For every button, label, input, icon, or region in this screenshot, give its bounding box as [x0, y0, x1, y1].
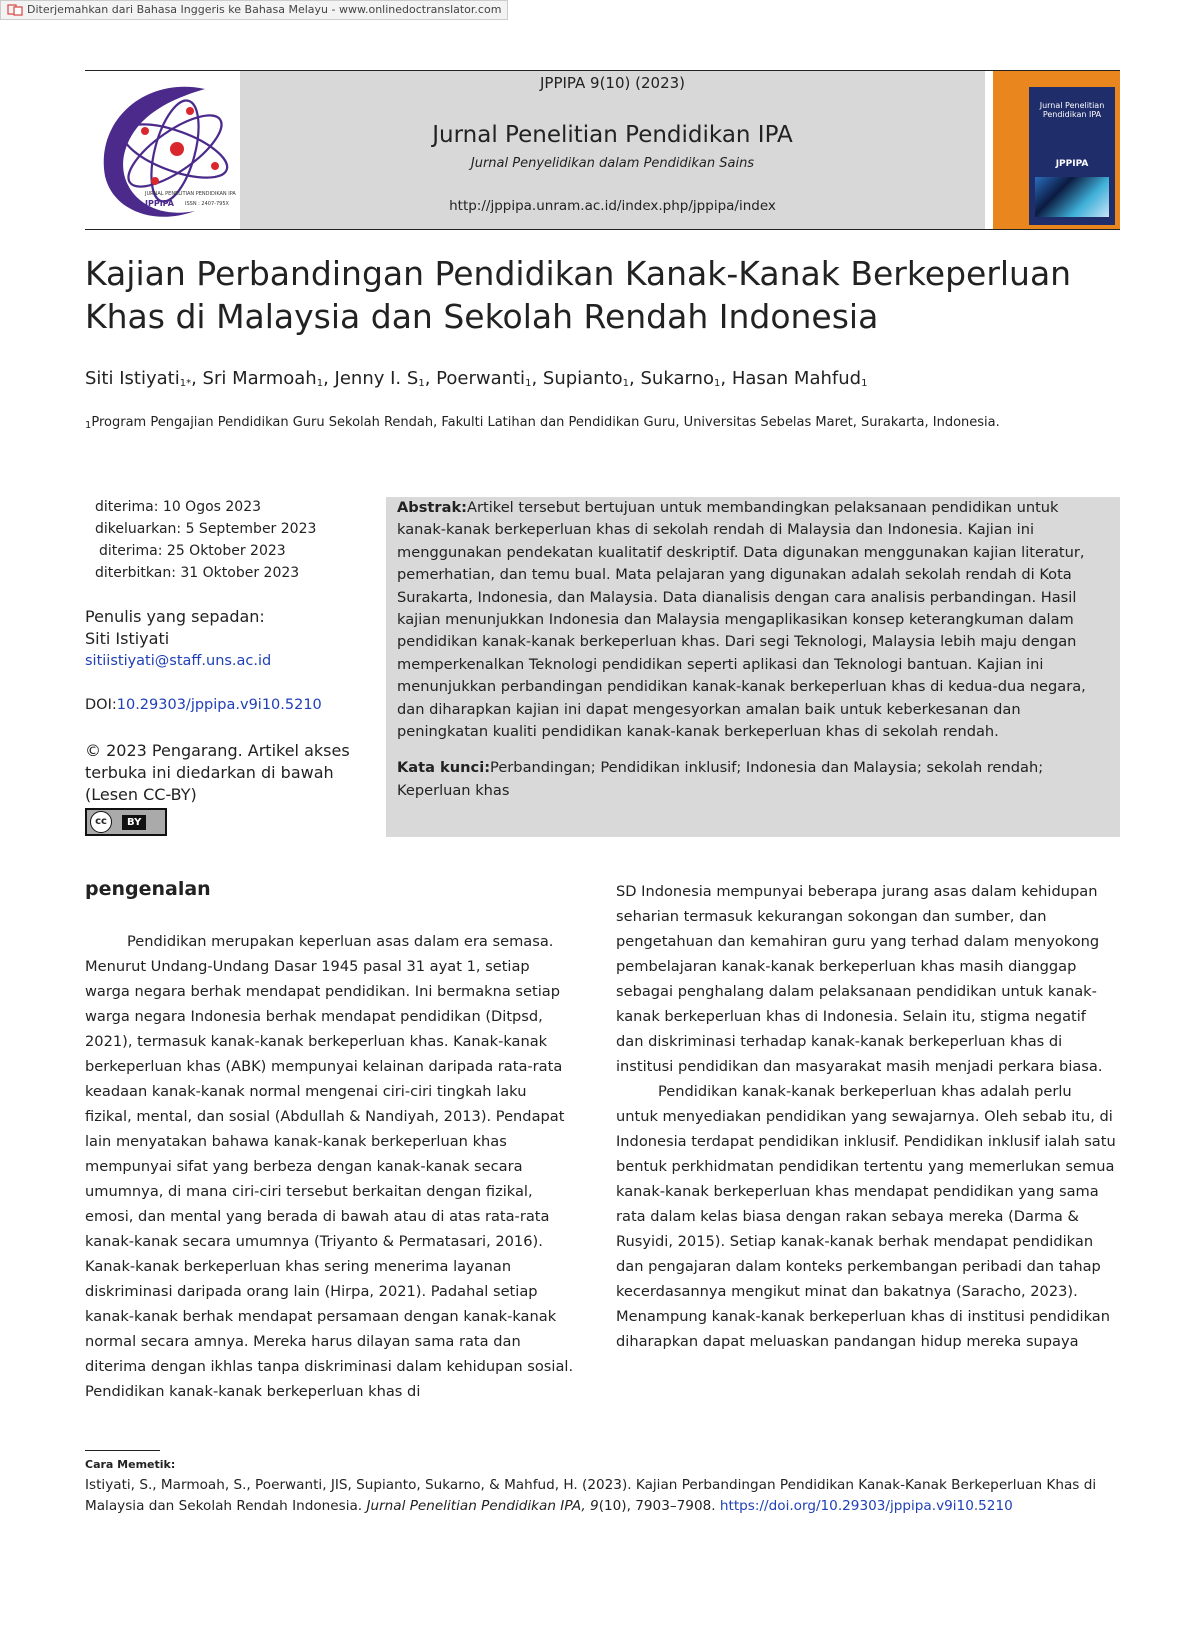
doi-label: DOI: [85, 697, 117, 713]
citation-pages: (10), 7903–7908. [598, 1498, 716, 1514]
published-date: diterbitkan: 31 Oktober 2023 [95, 565, 300, 581]
title-line-2: Khas di Malaysia dan Sekolah Rendah Indonesia [85, 297, 879, 336]
author: Sukarno$_1$ [640, 368, 721, 389]
author-list: Siti Istiyati$_{1*}$, Sri Marmoah$_1$, Jenny I. $S_1$, Poerwanti$_1$, Supianto$_1$, Sukarno$_1$, Hasan Mahfud$_1$ [85, 368, 868, 389]
author: Siti Istiyati$_{1*}$ [85, 368, 192, 389]
citation-volume: 9 [590, 1498, 599, 1514]
cover-image [1035, 177, 1109, 217]
corresponding-name: Siti Istiyati [85, 629, 170, 648]
license-line-3: (Lesen CC-BY) [85, 785, 197, 804]
cover-panel [1029, 87, 1115, 225]
journal-volume: JPPIPA 9(10) (2023) [539, 74, 686, 92]
journal-name: Jurnal Penelitian Pendidikan IPA [432, 122, 793, 148]
abstract-label: Abstrak: [397, 499, 467, 516]
author: Supianto$_1$ [542, 368, 630, 389]
journal-logo [85, 71, 240, 229]
corresponding-email-link[interactable]: sitiistiyati@staff.uns.ac.id [85, 653, 272, 669]
doi-line [85, 697, 322, 713]
logo-brand: JPPIPA [145, 199, 174, 208]
author: Sri Marmoah$_1$ [202, 368, 324, 389]
article-title [85, 252, 1125, 338]
author: Hasan Mahfud$_1$ [731, 368, 868, 389]
logo-issn: ISSN : 2407-795X [185, 201, 229, 207]
accepted-date: diterima: 25 Oktober 2023 [99, 543, 286, 559]
author: Poerwanti$_1$ [436, 368, 532, 389]
doi-link[interactable]: 10.29303/jppipa.v9i10.5210 [116, 697, 322, 713]
keywords-text: Perbandingan; Pendidikan inklusif; Indonesia dan Malaysia; sekolah rendah; Keperluan khas [397, 759, 1044, 799]
logo-caption: JURNAL PENELITIAN PENDIDIKAN IPA [145, 191, 236, 197]
affiliation: $_1$Program Pengajian Pendidikan Guru Sekolah Rendah, Fakulti Latihan dan Pendidikan Guru, Universitas Sebelas Maret, Surakarta, Indonesia. [85, 415, 1000, 431]
translator-banner[interactable] [0, 0, 508, 20]
cc-by-badge[interactable] [85, 808, 167, 836]
right-column [616, 879, 1116, 1354]
journal-subtitle: Jurnal Penyelidikan dalam Pendidikan Sains [470, 156, 755, 171]
cover-title: Jurnal Penelitian Pendidikan IPA [1039, 101, 1105, 119]
body-paragraph: SD Indonesia mempunyai beberapa jurang asas dalam kehidupan seharian termasuk kekurangan sokongan dan sumber, dan pengetahuan dan kemahiran guru yang terhad dalam menyokong pembelajaran kanak-kanak berkeperluan khas masih dianggap sebagai penghalang dalam pelaksanaan pendidikan untuk kanak-kanak berkeperluan khas di Indonesia. Selain itu, stigma negatif dan diskriminasi terhadap kanak-kanak berkeperluan khas di institusi pendidikan dan masyarakat masih menjadi perkara biasa. [616, 883, 1103, 1075]
body-paragraph: Pendidikan merupakan keperluan asas dalam era semasa. Menurut Undang-Undang Dasar 1945 pasal 31 ayat 1, setiap warga negara berhak mendapat pendidikan. Ini bermakna setiap warga negara Indonesia berhak mendapat pendidikan (Ditpsd, 2021), termasuk kanak-kanak berkeperluan khas. Kanak-kanak berkeperluan khas (ABK) mempunyai kelainan daripada rata-rata keadaan kanak-kanak normal mengenai ciri-ciri tingkah laku fizikal, mental, dan sosial (Abdullah & Nandiyah, 2013). Pendapat lain menyatakan bahawa kanak-kanak berkeperluan khas mempunyai sifat yang berbeza dengan kanak-kanak secara umumnya, di mana ciri-ciri tersebut berkaitan dengan fizikal, emosi, dan mental yang berada di bawah atau di atas rata-rata kanak-kanak secara umumnya (Triyanto & Permatasari, 2016). Kanak-kanak berkeperluan khas sering menerima layanan diskriminasi daripada orang lain (Hirpa, 2021). Padahal setiap kanak-kanak berhak mendapat persamaan dengan kanak-kanak normal secara amnya. Mereka harus dilayan sama rata dan diterima dengan ikhlas tanpa diskriminasi dalam kehidupan sosial. Pendidikan kanak-kanak berkeperluan khas di [85, 933, 574, 1400]
citation-doi-link[interactable]: https://doi.org/10.29303/jppipa.v9i10.5210 [719, 1498, 1013, 1514]
citation-text: Istiyati, S., Marmoah, S., Poerwanti, JIS, Supianto, Sukarno, & Mahfud, H. (2023). Kajian Perbandingan Pendidikan Kanak-Kanak Berkeperluan Khas di Malaysia dan Sekolah Rendah Indonesia. [85, 1477, 1097, 1514]
section-heading: pengenalan [85, 878, 211, 900]
footnote-rule [85, 1450, 160, 1451]
license-line-2: terbuka ini diedarkan di bawah [85, 763, 334, 782]
citation [85, 1454, 1135, 1517]
body-paragraph: Pendidikan kanak-kanak berkeperluan khas adalah perlu untuk menyediakan pendidikan yang sewajarnya. Oleh sebab itu, di Indonesia terdapat pendidikan inklusif. Pendidikan inklusif ialah satu bentuk perkhidmatan pendidikan tertentu yang memerlukan semua kanak-kanak berkeperluan khas mendapat pendidikan yang sama rata dalam kelas biasa dengan rakan sebaya mereka (Darma & Rusyidi, 2015). Setiap kanak-kanak berhak mendapat pendidikan dan pengajaran dalam konteks perkembangan peribadi dan tahap kecerdasannya mengikut minat dan bakatnya (Saracho, 2023). Menampung kanak-kanak berkeperluan khas di institusi pendidikan diharapkan dapat meluaskan pandangan hidup mereka supaya [616, 1083, 1116, 1350]
translate-icon [7, 4, 23, 16]
cc-icon: cc [90, 811, 112, 833]
journal-cover [993, 71, 1120, 229]
left-column [85, 929, 575, 1404]
header-bottom-rule [85, 229, 1120, 230]
citation-journal: Jurnal Penelitian Pendidikan IPA, [366, 1498, 586, 1514]
citation-label: Cara Memetik: [85, 1458, 176, 1471]
abstract-text: Artikel tersebut bertujuan untuk membandingkan pelaksanaan pendidikan untuk kanak-kanak berkeperluan khas di sekolah rendah di Malaysia dan Indonesia. Kajian ini menggunakan pendekatan kualitatif deskriptif. Data digunakan menggunakan kajian literatur, pemerhatian, dan temu bual. Mata pelajaran yang digunakan adalah sekolah rendah di Kota Surakarta, Indonesia, dan Malaysia. Data dianalisis dengan cara analisis perbandingan. Hasil kajian menunjukkan Indonesia dan Malaysia mengaplikasikan konsep keterangkuman dalam pendidikan kanak-kanak berkeperluan khas. Dari segi Teknologi, Malaysia lebih maju dengan memperkenalkan Teknologi pendidikan seperti aplikasi dan Teknologi bantuan. Kajian ini menunjukkan perbandingan pendidikan kanak-kanak berkeperluan khas di kedua-dua negara, dan diharapkan kajian ini dapat mengesyorkan amalan baik untuk keberkesanan dan peningkatan kualiti pendidikan kanak-kanak berkeperluan khas di sekolah rendah. [397, 499, 1086, 741]
journal-url[interactable]: http://jppipa.unram.ac.id/index.php/jppipa/index [449, 198, 776, 214]
abstract-paragraph [397, 497, 1097, 802]
translator-banner-text: Diterjemahkan dari Bahasa Inggeris ke Bahasa Melayu - www.onlinedoctranslator.com [27, 3, 502, 16]
revised-date: dikeluarkan: 5 September 2023 [95, 521, 317, 537]
title-line-1: Kajian Perbandingan Pendidikan Kanak-Kanak Berkeperluan [85, 254, 1072, 293]
keywords-label: Kata kunci: [397, 759, 491, 777]
cover-brand: JPPIPA [1055, 159, 1089, 169]
received-date: diterima: 10 Ogos 2023 [95, 499, 262, 515]
abstract-box [386, 497, 1120, 837]
by-icon: BY [122, 815, 146, 830]
corresponding-label: Penulis yang sepadan: [85, 607, 265, 626]
author: Jenny I. $S_1$ [334, 368, 425, 389]
license-line-1: © 2023 Pengarang. Artikel akses [85, 741, 350, 760]
